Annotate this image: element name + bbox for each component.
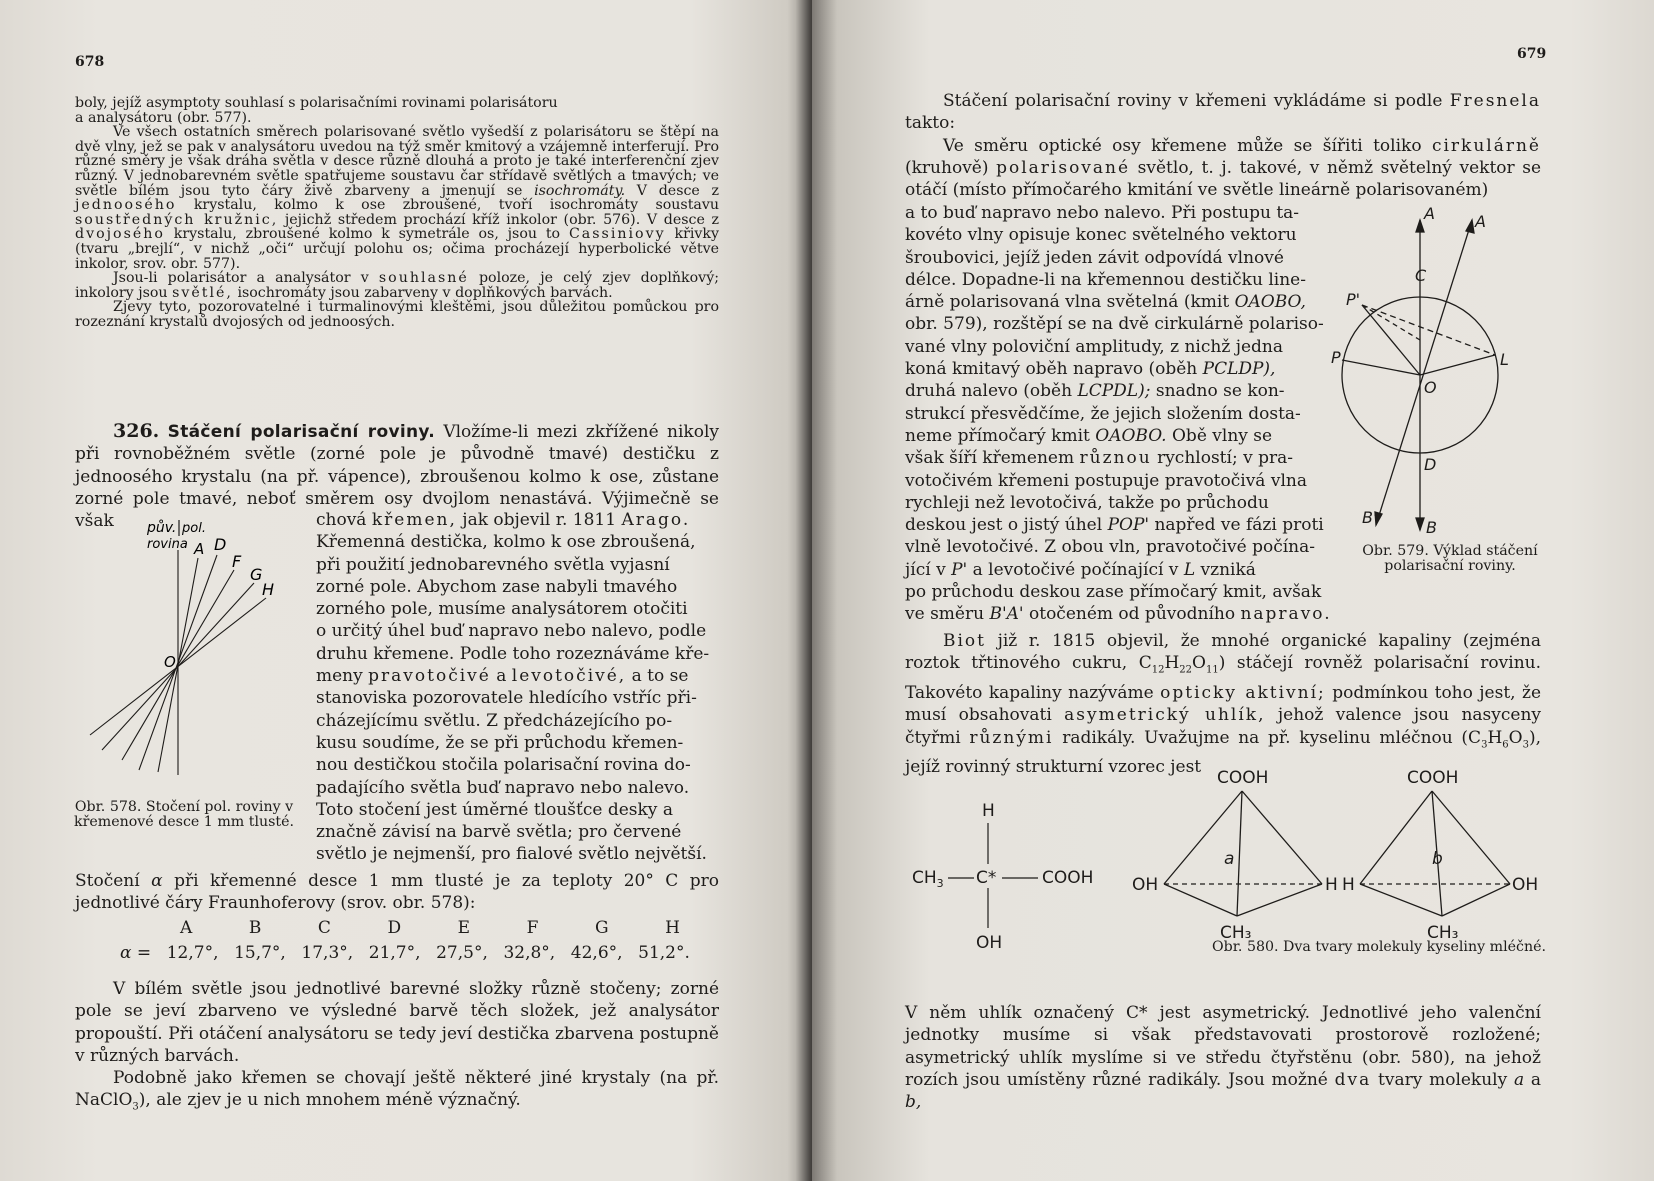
edge [1242, 791, 1322, 884]
vertex-right: H [1325, 875, 1338, 895]
text: H [1487, 727, 1503, 748]
vector-L [1420, 355, 1495, 375]
tetrahedron-a [1132, 768, 1338, 943]
atom-H: H [982, 801, 995, 821]
figure-578-rotation-diagram [72, 510, 312, 790]
text-line: rychleji než levotočivá, takže po průchodu [905, 492, 1269, 513]
line-letter: H [665, 918, 680, 938]
italic-term: LCPDL); [1077, 381, 1151, 402]
dashed-P-prime-O [1362, 305, 1420, 340]
text-line: obr. 579), rozštěpí se na dvě cirkulárně polariso- [905, 314, 1324, 335]
edge [1432, 791, 1510, 884]
text-line: padajícího světla buď napravo nebo nalevo. [316, 777, 690, 798]
alpha-value: 12,7°, [166, 943, 219, 963]
text-line: po průchodu deskou zase přímočarý kmit, avšak [905, 582, 1322, 603]
paragraph-complementary [75, 271, 719, 300]
text: a levotočivé počínající v [967, 559, 1184, 580]
text-line [905, 559, 1333, 581]
right-page [812, 0, 1654, 1181]
text: jící v [905, 559, 952, 580]
rotation-intro [75, 870, 719, 915]
edge [1360, 791, 1432, 884]
text: při křemenné desce 1 mm tlusté je za teploty 20° C pro jednotlivé čáry Fraunhoferovy (srov. obr. 578): [75, 871, 720, 914]
spaced-term: levotočivé, [511, 666, 627, 687]
text: vzniká [1195, 559, 1256, 580]
spaced-term: dvojosého [75, 226, 165, 243]
spaced-term: různými [969, 727, 1054, 748]
italic-term: POP' [1107, 515, 1150, 536]
text: V bílém světle jsou jednotlivé barevné složky různě stočeny; zorné pole se jeví zbarveno ve výsledné barvě těch složek, jež analysátor propouští. Při otáčení analysátoru se tedy jeví destička zbarvena postupně v různých barvách. [75, 979, 719, 1066]
group-CH3 [912, 868, 944, 890]
alpha-value: 32,8°, [503, 943, 556, 963]
edge [1164, 791, 1242, 884]
spaced-term: Biot [943, 631, 986, 651]
text: a to se [626, 666, 689, 687]
paragraph-hyperbolas [75, 96, 719, 330]
text: a [490, 666, 512, 687]
text: otočeném od původního [1029, 604, 1236, 624]
section-title: Stáčení polarisační roviny. [167, 422, 435, 442]
rotation-lines [90, 550, 266, 775]
spaced-term: cirkulárně [1431, 135, 1541, 156]
wrapped-text-fresnel [905, 202, 1333, 603]
spaced-term: Cassiniovy [568, 226, 666, 243]
text-line: vané vlny poloviční amplitudy, z nichž jedna [905, 336, 1283, 357]
edge [1360, 884, 1442, 916]
text-line: cházejícímu světlu. Z předcházejícího po- [316, 710, 673, 731]
line-letter: F [526, 918, 539, 938]
asymmetric-text [905, 1002, 1541, 1113]
text-line: kusu soudíme, že se při průchodu křemen- [316, 732, 684, 753]
vertex-top: COOH [1217, 768, 1269, 788]
text: však šíří křemenem [905, 448, 1080, 469]
label-L: L [1500, 350, 1509, 369]
text-line: šroubovici, jejíž jeden závit odpovídá vlnové [905, 247, 1284, 268]
fresnel-intro [905, 90, 1541, 135]
label-D: D [1424, 455, 1437, 474]
text-line [905, 447, 1333, 469]
text: světlo, t. j. takové, v němž světelný vektor se otáčí (místo přímočarého kmitání ve světle lineárně polarisovaném) [905, 157, 1542, 201]
text: rychlostí; v pra- [1151, 448, 1293, 469]
label-puv: pův. [147, 520, 177, 536]
text-line: druhu křemene. Podle toho rozeznáváme kře- [316, 643, 710, 664]
spaced-term: polarisované [996, 157, 1131, 178]
wrapped-text-quartz [316, 509, 719, 866]
vector-P [1342, 360, 1420, 375]
vertex-right: OH [1512, 875, 1539, 895]
paragraph-biot [905, 630, 1541, 779]
subscript: 6 [1502, 738, 1509, 750]
text: neme přímočarý kmit [905, 425, 1096, 446]
text-line: zorné pole. Abychom zase nabyli tmavého [316, 576, 678, 597]
vertex-left: H [1342, 875, 1355, 895]
text-line: a analysátoru (obr. 577). [75, 109, 252, 126]
arrow-A [1416, 220, 1424, 232]
text-line: zorného pole, musíme analysátorem otočiti [316, 599, 688, 620]
label-O: O [1424, 378, 1437, 397]
italic-term: B'A' [989, 604, 1024, 624]
circular-polarization [905, 135, 1541, 202]
label-A: A [1424, 204, 1435, 223]
text: krystalu, zbroušené kolmo k symetrále os, jsou to [173, 226, 561, 243]
text: Ve směru optické osy křemene může se šířiti toliko [943, 135, 1422, 156]
paragraph-fresnel [905, 90, 1541, 201]
label-H: H [262, 580, 275, 599]
label-F: F [232, 552, 242, 571]
vertex-left: OH [1132, 875, 1159, 895]
spaced-term: různou [1079, 448, 1152, 469]
text: křivky (tvaru „brejlí“, v nichž „oči“ určují polohu os; očima procházejí hyperbolické větve inkolor, srov. obr. 577). [75, 226, 720, 272]
text: ), ale zjev je u nich mnohem méně význačný. [138, 1090, 521, 1111]
text: meny [316, 666, 369, 687]
vertex-bottom: CH₃ [1427, 923, 1459, 943]
atom-C-star: C* [976, 868, 997, 888]
text: Stáčení polarisační roviny v křemeni vykládáme si podle [943, 91, 1443, 111]
edge [1237, 791, 1242, 916]
alpha-label: α = [120, 943, 152, 963]
left-page [0, 0, 812, 1181]
label-O: O [164, 653, 176, 671]
label-D: D [214, 535, 227, 554]
text: jak objevil r. 1811 [456, 510, 622, 530]
tetrahedron-label: b [1432, 849, 1443, 869]
text: jejichž středem prochází kříž inkolor (obr. 576). V desce z [284, 211, 719, 228]
figure-580-lactic-acid [902, 766, 1542, 956]
section-number: 326. [113, 420, 160, 442]
tetrahedron-b [1342, 768, 1538, 943]
subscript: 12 [1151, 664, 1165, 676]
label-B: B [1426, 518, 1437, 537]
text: takto: [905, 113, 956, 134]
group-COOH: COOH [1042, 868, 1094, 888]
text: CH [912, 868, 937, 888]
spaced-term: souhlasné [378, 270, 469, 287]
figure-578-caption: Obr. 578. Stočení pol. roviny v křemenové desce 1 mm tlusté. [73, 799, 295, 830]
edge [1237, 884, 1322, 916]
label-G: G [250, 565, 263, 584]
text: Podobně jako křemen se chovají ještě některé jiné krystaly (na př. NaClO [75, 1068, 719, 1111]
text-line [316, 509, 719, 531]
subscript: 11 [1205, 664, 1219, 676]
text: ), jejíž rovinný strukturní vzorec jest [905, 727, 1541, 778]
text: Vložíme-li mezi zkřížené nikoly při rovnoběžném světle (zorné pole je původně tmavé) destičku z jednoosého krystalu (na př. vápence), zbroušenou kolmo k ose, zůstane zorné pole tmavé, neboť směrem osy dvojlom nenastává. Výjimečně se však [75, 422, 720, 532]
tetrahedron-label: a [1224, 849, 1235, 869]
paragraph-asymmetric-carbon [905, 1002, 1541, 1113]
paragraph-tourmaline: Zjevy tyto, pozorovatelné i turmalinovými kleštěmi, jsou důležitou pomůckou pro rozeznání krystalů dvojosých od jednoosých. [75, 299, 719, 330]
subscript: 22 [1179, 664, 1193, 676]
vertex-bottom: CH₃ [1220, 923, 1252, 943]
text-line: Toto stočení jest úměrné tloušťce desky a [316, 799, 673, 820]
text-line [905, 291, 1333, 313]
text: radikály. Uvažujme na př. kyselinu mléčnou (C [1062, 727, 1482, 748]
subscript: 3 [1481, 738, 1488, 750]
line-letter: C [317, 918, 331, 938]
text-line: o určitý úhel buď napravo nebo nalevo, podle [316, 621, 707, 642]
text: O [1192, 653, 1206, 674]
text: Ve všech ostatních směrech polarisované světlo vyšedší z polarisátoru se štěpí na dvě vlny, jež se pak v analysátoru uvedou na týž směr kmitový a vzájemně interferují. Pro různé směry je však dráha světla v desce různě dlouhá a proto je také interferenční zjev různý. V jednobarevném světle spatřujeme soustavu čar střídavě světlých a tmavých; ve světle bílém jsou tyto čáry živě zbarveny a jmenují se [75, 124, 719, 199]
alpha-value: 42,6°, [570, 943, 623, 963]
arrow-B [1416, 518, 1424, 530]
spaced-term: dva [1334, 1069, 1372, 1090]
page-number: 679 [1517, 46, 1547, 62]
label-rovina: rovina [147, 537, 188, 552]
figure-579-fresnel-diagram [1332, 205, 1532, 545]
alpha-value: 17,3°, [301, 943, 354, 963]
italic-term: b, [905, 1092, 922, 1113]
text: druhá nalevo (oběh [905, 381, 1078, 402]
spaced-term: jednoosého [75, 197, 177, 214]
spaced-term: soustředných kružnic, [75, 211, 279, 228]
italic-term: OAOBO, [1234, 292, 1306, 313]
text: V desce z [636, 182, 719, 199]
text: podmínkou toho jest, že musí obsahovati [905, 682, 1541, 726]
alpha-value: 21,7°, [368, 943, 421, 963]
text-line-last [905, 603, 1541, 625]
line-letter: D [387, 918, 402, 938]
label-P: P [1331, 348, 1341, 367]
spaced-term: Arago. [621, 510, 691, 530]
text: isochromáty jsou zabarveny v doplňkových barvách. [237, 284, 613, 301]
line-letter: G [594, 918, 609, 938]
text: napřed ve fázi proti [1149, 515, 1324, 536]
subscript: 3 [132, 1101, 139, 1113]
text-line [905, 425, 1333, 447]
spaced-term: asymetrický uhlík, [1064, 705, 1266, 726]
text-line: stanoviska pozorovatele hledícího vstříc při- [316, 688, 697, 709]
spaced-term: Fresnela [1449, 91, 1542, 111]
text: chová [316, 510, 372, 530]
paragraph-white-light [75, 978, 719, 1119]
line-letter: A [180, 918, 193, 938]
alpha-value: 15,7°, [234, 943, 286, 963]
spaced-term: napravo. [1240, 604, 1332, 624]
label-pol: pol. [182, 521, 206, 536]
arrow-A-prime [1466, 220, 1474, 233]
structural-formula [912, 801, 1093, 953]
paragraph-isochromates [75, 125, 719, 271]
text: Obě vlny se [1166, 425, 1273, 446]
text: deskou jest o jistý úhel [905, 515, 1108, 536]
text: jehož valence jsou nasyceny čtyřmi [905, 705, 1541, 748]
vertex-top: COOH [1407, 768, 1459, 788]
alpha-symbol: α [151, 871, 163, 891]
text-line: značně závisí na barvě světla; pro červené [316, 822, 682, 843]
paragraph-similar-crystals [75, 1067, 719, 1119]
label-P-prime: P' [1346, 290, 1361, 309]
text: (kruhově) [905, 157, 989, 178]
paragraph-rotation-values [75, 870, 719, 915]
spaced-term: pravotočivé [368, 666, 491, 687]
text-line: při použití jednobarevného světla vyjasní [316, 554, 670, 575]
text: ) stáčejí rovněž polarisační rovinu. Takovéto kapaliny nazýváme [905, 653, 1541, 703]
label-C: C [1415, 266, 1427, 285]
spaced-term: křemen, [371, 510, 457, 530]
text: V něm uhlík označený C* jest asymetrický. Jednotlivé jeho valenční jednotky musíme si však představovati prostorově rozložené; asymetrický uhlík myslíme si ve středu čtyřstěnu (obr. 580), na jehož rozích jsou umístěny různé radikály. Jsou možné [905, 1003, 1541, 1090]
italic-term: PCLDP), [1202, 359, 1276, 380]
spaced-term: opticky aktivní; [1160, 682, 1326, 703]
text: ve směru [905, 604, 985, 624]
text-line: kovéto vlny opisuje konec světelného vektoru [905, 225, 1297, 246]
fraunhofer-lines-header [180, 918, 680, 938]
figure-579-caption: Obr. 579. Výklad stáčení polarisační roviny. [1362, 543, 1538, 574]
text-line: a to buď napravo nebo nalevo. Při postupu ta- [905, 203, 1300, 223]
text-line: Křemenná destička, kolmo k ose zbroušená, [316, 532, 696, 553]
line-letter: B [248, 918, 262, 938]
text: a [1530, 1069, 1542, 1090]
text-line [905, 380, 1333, 402]
text: krystalu, kolmo k ose zbroušené, tvoří isochromáty soustavu [193, 197, 720, 214]
text-line [905, 358, 1333, 380]
page-number: 678 [75, 54, 105, 70]
label-A-prime: A [1475, 212, 1486, 231]
text-line [905, 514, 1333, 536]
text: koná kmitavý oběh napravo (oběh [905, 359, 1203, 380]
text-line [316, 665, 719, 687]
italic-term: L [1183, 559, 1196, 580]
text: árně polarisovaná vlna světelná (kmit [905, 292, 1235, 313]
edge [1442, 884, 1510, 916]
subscript: 3 [1522, 738, 1529, 750]
text: již r. 1815 objevil, že mnohé organické kapaliny (zejména roztok třtinového cukru, C [905, 631, 1541, 674]
text: snadno se kon- [1150, 381, 1285, 402]
biot-text [905, 630, 1541, 779]
italic-term: a [1514, 1069, 1525, 1090]
text-line: boly, jejíž asymptoty souhlasí s polarisačními rovinami polarisátoru [75, 95, 558, 111]
subscript: 3 [936, 877, 944, 890]
edge [1164, 884, 1237, 916]
alpha-values-row [120, 943, 690, 963]
text: Jsou-li polarisátor a analysátor v [113, 270, 369, 287]
text: H [1164, 653, 1180, 674]
text: O [1508, 727, 1523, 748]
text: tvary molekuly [1378, 1069, 1508, 1090]
text-line: vlně levotočivé. Z obou vln, pravotočivé počína- [905, 537, 1315, 558]
figure-580-caption: Obr. 580. Dva tvary molekuly kyseliny mléčné. [1211, 939, 1547, 955]
text-line: světlo je nejmenší, pro fialové světlo největší. [316, 844, 707, 865]
text: poloze, je celý zjev doplňkový; inkolory jsou [75, 270, 719, 301]
text-line: votočivém křemeni postupuje pravotočivá vlna [905, 470, 1307, 491]
alpha-value: 51,2°. [638, 943, 690, 963]
text: Stočení [75, 871, 140, 891]
italic-term: OAOBO. [1095, 425, 1167, 446]
text-line: strukcí přesvědčíme, že jejich složením dosta- [905, 403, 1301, 424]
italic-term: P' [951, 559, 968, 580]
text-line: délce. Dopadne-li na křemennou destičku line- [905, 269, 1306, 290]
term-isochromaty: isochromáty. [534, 182, 626, 199]
alpha-value: 27,5°, [436, 943, 488, 963]
text-line: nou destičkou stočila polarisační rovina do- [316, 755, 691, 776]
line-letter: E [457, 918, 471, 938]
label-A: A [194, 540, 205, 558]
group-OH: OH [976, 933, 1003, 953]
label-B-prime: B' [1362, 508, 1378, 527]
spaced-term: světlé, [172, 284, 233, 301]
